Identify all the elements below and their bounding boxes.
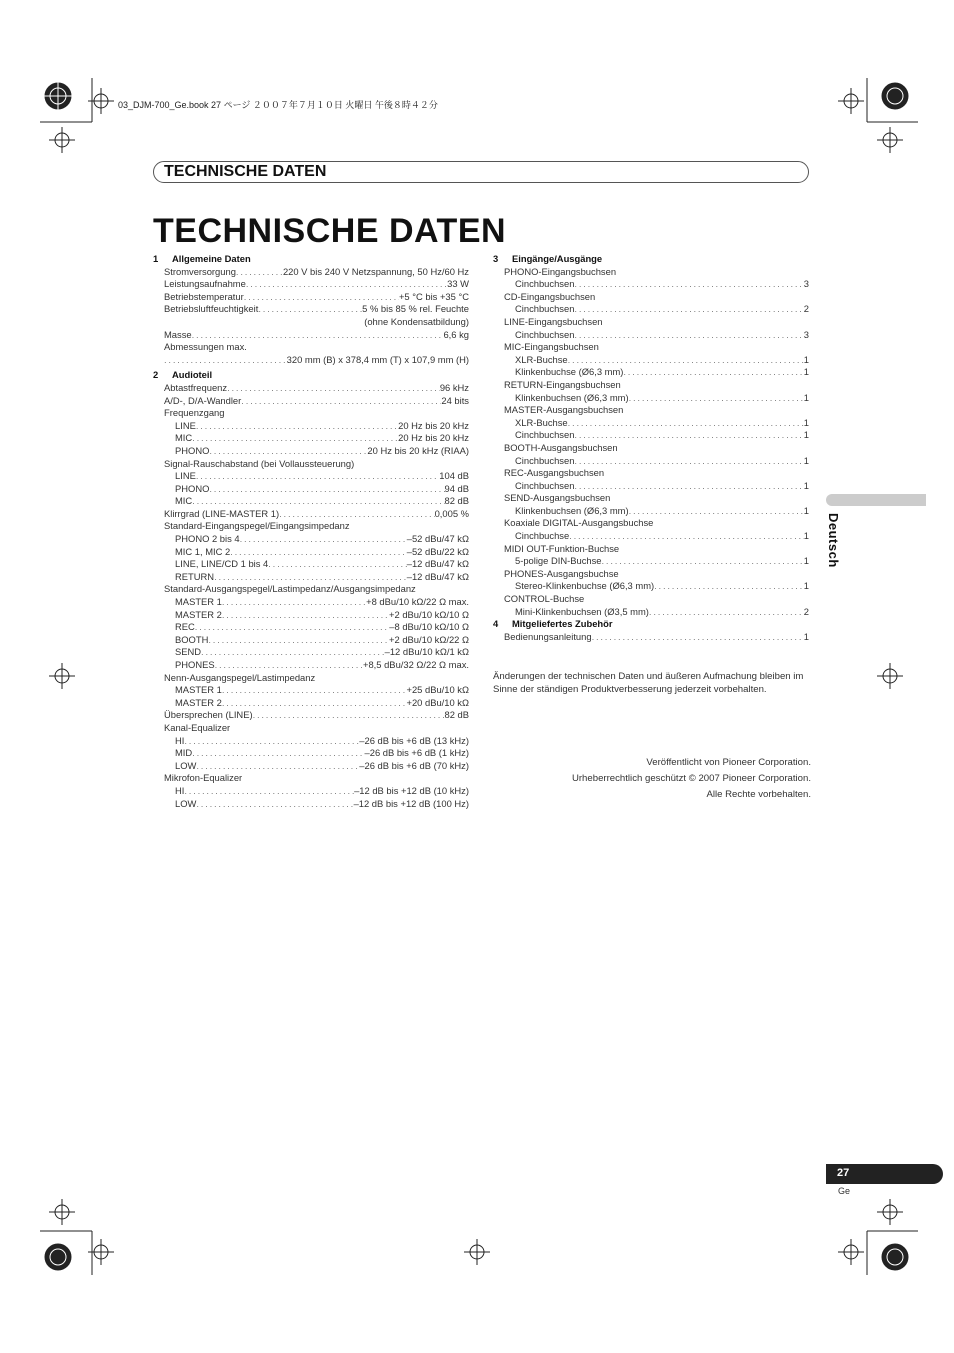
spec-row: Klinkenbuchse (Ø6,3 mm) . . . 1 [493, 366, 809, 379]
page-title: TECHNISCHE DATEN [153, 212, 507, 250]
spec-label: Standard-Ausgangspegel/Lastimpedanz/Ausgangsimpedanz [164, 583, 416, 595]
spec-label: BOOTH-Ausgangsbuchsen [504, 441, 618, 453]
spec-row: XLR-Buchse . . . 1 [493, 354, 809, 367]
spec-label: Signal-Rauschabstand (bei Vollaussteuerung) [164, 457, 355, 469]
spec-row: MIC 1, MIC 2 . . . –52 dBu/22 kΩ [153, 546, 469, 559]
page-number-badge [826, 1164, 943, 1184]
spec-row: Cinchbuchse . . . 1 [493, 530, 809, 543]
spec-row: PHONO . . . 94 dB [153, 483, 469, 496]
spec-row: Cinchbuchsen . . . 3 [493, 329, 809, 342]
spec-row: MIC . . . 82 dB [153, 495, 469, 508]
spec-label: MASTER-Ausgangsbuchsen [504, 404, 624, 416]
spec-row: HI . . . –26 dB bis +6 dB (13 kHz) [153, 735, 469, 748]
spec-label: Nenn-Ausgangspegel/Lastimpedanz [164, 671, 316, 683]
spec-row: RETURN . . . –12 dBu/47 kΩ [153, 571, 469, 584]
spec-row: Cinchbuchsen . . . 1 [493, 480, 809, 493]
spec-row: Bedienungsanleitung . . . 1 [493, 631, 809, 644]
spec-row: LOW . . . –12 dB bis +12 dB (100 Hz) [153, 798, 469, 811]
spec-row: MASTER 2 . . . +2 dBu/10 kΩ/10 Ω [153, 609, 469, 622]
language-label [826, 513, 850, 583]
section-heading: 2 Audioteil [153, 369, 213, 381]
spec-row: Mini-Klinkenbuchsen (Ø3,5 mm) . . . 2 [493, 606, 809, 619]
spec-label: LINE-Eingangsbuchsen [504, 315, 603, 327]
spec-row: MASTER 2 . . . +20 dBu/10 kΩ [153, 697, 469, 710]
spec-row: LINE . . . 20 Hz bis 20 kHz [153, 420, 469, 433]
print-file-info: 03_DJM-700_Ge.book 27 ページ ２００７年７月１０日 火曜日 午後８時４２分 [118, 100, 438, 110]
spec-row: Betriebsluftfeuchtigkeit . . . 5 % bis 85 % rel. Feuchte [153, 303, 469, 316]
spec-row: Cinchbuchsen . . . 1 [493, 429, 809, 442]
spec-row: REC . . . –8 dBu/10 kΩ/10 Ω [153, 621, 469, 634]
section-header-label: TECHNISCHE DATEN [164, 163, 327, 180]
spec-row: PHONES . . . +8,5 dBu/32 Ω/22 Ω max. [153, 659, 469, 672]
page-language-code: Ge [838, 1186, 851, 1196]
spec-row: Stereo-Klinkenbuchse (Ø6,3 mm) . . . 1 [493, 580, 809, 593]
spec-label: SEND-Ausgangsbuchsen [504, 492, 611, 504]
spec-row: PHONO . . . 20 Hz bis 20 kHz (RIAA) [153, 445, 469, 458]
spec-row: Klinkenbuchsen (Ø6,3 mm) . . . 1 [493, 392, 809, 405]
spec-label: PHONO-Eingangsbuchsen [504, 265, 617, 277]
spec-label: CD-Eingangsbuchsen [504, 290, 596, 302]
spec-row: MASTER 1 . . . +25 dBu/10 kΩ [153, 684, 469, 697]
spec-row: A/D-, D/A-Wandler . . . 24 bits [153, 395, 469, 408]
publisher-line: Veröffentlicht von Pioneer Corporation. [646, 757, 811, 768]
spec-row: XLR-Buchse . . . 1 [493, 417, 809, 430]
spec-row: MASTER 1 . . . +8 dBu/10 kΩ/22 Ω max. [153, 596, 469, 609]
spec-continuation: (ohne Kondensatbildung) [364, 315, 469, 327]
copyright-line: Urheberrechtlich geschützt © 2007 Pioneer Corporation. [571, 773, 811, 784]
spec-row: Cinchbuchsen . . . 1 [493, 455, 809, 468]
spec-label: RETURN-Eingangsbuchsen [504, 378, 621, 390]
spec-row: Abtastfrequenz . . . 96 kHz [153, 382, 469, 395]
spec-label: Mikrofon-Equalizer [164, 772, 243, 784]
right-column [493, 253, 809, 643]
rights-line: Alle Rechte vorbehalten. [706, 789, 811, 800]
spec-label: Frequenzgang [164, 407, 225, 419]
spec-row: Leistungsaufnahme . . . 33 W [153, 278, 469, 291]
spec-label: REC-Ausgangsbuchsen [504, 467, 605, 479]
spec-label: CONTROL-Buchse [504, 593, 585, 605]
spec-row: Masse . . . 6,6 kg [153, 329, 469, 342]
spec-row: BOOTH . . . +2 dBu/10 kΩ/22 Ω [153, 634, 469, 647]
spec-label: Kanal-Equalizer [164, 721, 231, 733]
page-number: 27 [837, 1167, 850, 1179]
section-header-bar [153, 161, 809, 183]
section-heading: 4 Mitgeliefertes Zubehör [493, 618, 613, 630]
spec-row: Übersprechen (LINE) . . . 82 dB [153, 709, 469, 722]
spec-row: LOW . . . –26 dB bis +6 dB (70 kHz) [153, 760, 469, 773]
spec-row: MIC . . . 20 Hz bis 20 kHz [153, 432, 469, 445]
spec-row: PHONO 2 bis 4 . . . –52 dBu/47 kΩ [153, 533, 469, 546]
left-column [153, 253, 469, 810]
crosshair-target-icon [40, 78, 76, 114]
spec-label: Koaxiale DIGITAL-Ausgangsbuchse [504, 517, 654, 529]
section-heading: 1 Allgemeine Daten [153, 253, 251, 264]
spec-row: LINE, LINE/CD 1 bis 4 . . . –12 dBu/47 kΩ [153, 558, 469, 571]
spec-row: Klinkenbuchsen (Ø6,3 mm) . . . 1 [493, 505, 809, 518]
spec-row: Klirrgrad (LINE-MASTER 1) . . . 0,005 % [153, 508, 469, 521]
spec-label: PHONES-Ausgangsbuchse [504, 567, 619, 579]
spec-label: MIC-Eingangsbuchsen [504, 341, 599, 353]
spec-label: Standard-Eingangspegel/Eingangsimpedanz [164, 520, 350, 532]
spec-row: Betriebstemperatur . . . +5 °C bis +35 °C [153, 291, 469, 304]
spec-row: . . . 320 mm (B) x 378,4 mm (T) x 107,9 mm (H) [153, 354, 469, 367]
spec-row: 5-polige DIN-Buchse . . . 1 [493, 555, 809, 568]
change-notice: Änderungen der technischen Daten und äußeren Aufmachung bleiben im Sinne der ständigen Produktverbesserung jederzeit vorbehalten. [493, 671, 804, 695]
language-label-text: Deutsch [826, 513, 841, 568]
section-heading: 3 Eingänge/Ausgänge [493, 253, 603, 264]
spec-row: LINE . . . 104 dB [153, 470, 469, 483]
language-tab [826, 494, 926, 506]
spec-row: Cinchbuchsen . . . 2 [493, 303, 809, 316]
spec-label: MIDI OUT-Funktion-Buchse [504, 542, 620, 554]
spec-row: Stromversorgung . . . 220 V bis 240 V Netzspannung, 50 Hz/60 Hz [153, 266, 469, 279]
spec-row: Cinchbuchsen . . . 3 [493, 278, 809, 291]
spec-label: Abmessungen max. [164, 341, 247, 353]
spec-row: MID . . . –26 dB bis +6 dB (1 kHz) [153, 747, 469, 760]
spec-row: SEND . . . –12 dBu/10 kΩ/1 kΩ [153, 646, 469, 659]
spec-row: HI . . . –12 dB bis +12 dB (10 kHz) [153, 785, 469, 798]
